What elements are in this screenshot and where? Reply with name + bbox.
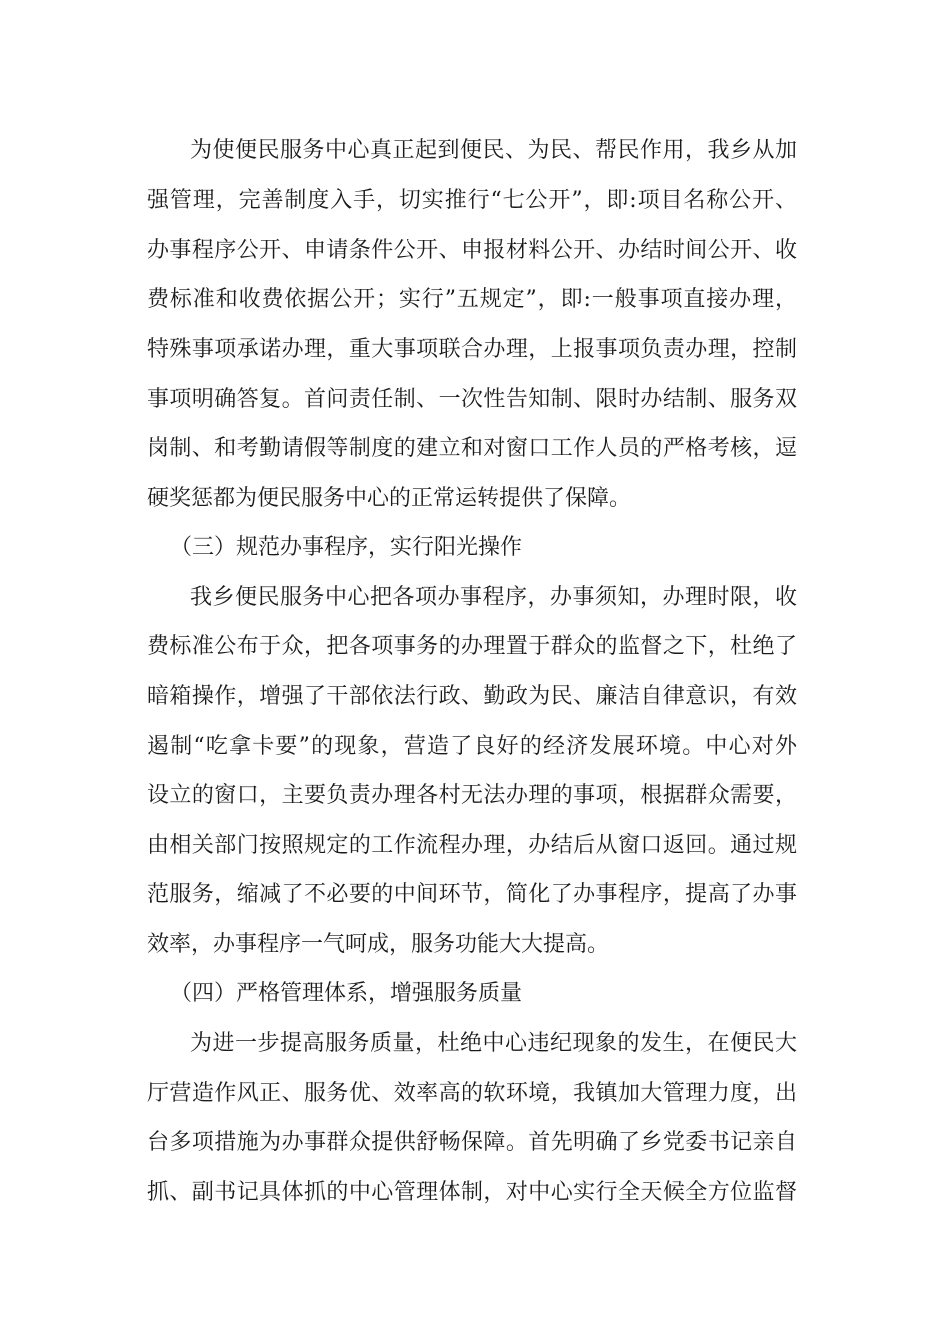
paragraph-line: 遏制“吃拿卡要”的现象，营造了良好的经济发展环境。中心对外 bbox=[147, 734, 797, 759]
paragraph-line: 抓、副书记具体抓的中心管理体制，对中心实行全天候全方位监督 bbox=[147, 1180, 797, 1205]
paragraph-line: 办事程序公开、申请条件公开、申报材料公开、办结时间公开、收 bbox=[147, 238, 797, 263]
paragraph-line: 我乡便民服务中心把各项办事程序，办事须知，办理时限，收 bbox=[190, 585, 797, 610]
paragraph-line: 效率，办事程序一气呵成，服务功能大大提高。 bbox=[147, 932, 610, 957]
paragraph-line: 费标准公布于众，把各项事务的办理置于群众的监督之下，杜绝了 bbox=[147, 634, 797, 659]
paragraph-line: 事项明确答复。首问责任制、一次性告知制、限时办结制、服务双 bbox=[147, 387, 797, 412]
paragraph-line: 特殊事项承诺办理，重大事项联合办理，上报事项负责办理，控制 bbox=[147, 337, 797, 362]
paragraph-line: 岗制、和考勤请假等制度的建立和对窗口工作人员的严格考核，逗 bbox=[147, 436, 797, 461]
paragraph-line: 为进一步提高服务质量，杜绝中心违纪现象的发生，在便民大 bbox=[190, 1031, 797, 1056]
paragraph-line: 由相关部门按照规定的工作流程办理，办结后从窗口返回。通过规 bbox=[147, 833, 797, 858]
paragraph-line: 费标准和收费依据公开；实行”五规定”，即:一般事项直接办理， bbox=[147, 287, 797, 312]
section-heading: （四）严格管理体系，增强服务质量 bbox=[170, 981, 523, 1006]
paragraph-line: 强管理，完善制度入手，切实推行“七公开”，即:项目名称公开、 bbox=[147, 188, 797, 213]
paragraph-line: 暗箱操作，增强了干部依法行政、勤政为民、廉洁自律意识，有效 bbox=[147, 684, 797, 709]
paragraph-line: 厅营造作风正、服务优、效率高的软环境，我镇加大管理力度，出 bbox=[147, 1081, 797, 1106]
paragraph-line: 硬奖惩都为便民服务中心的正常运转提供了保障。 bbox=[147, 486, 632, 511]
section-heading: （三）规范办事程序，实行阳光操作 bbox=[170, 535, 523, 560]
paragraph-line: 范服务，缩减了不必要的中间环节，简化了办事程序，提高了办事 bbox=[147, 882, 797, 907]
paragraph-line: 设立的窗口，主要负责办理各村无法办理的事项，根据群众需要， bbox=[147, 783, 797, 808]
paragraph-line: 台多项措施为办事群众提供舒畅保障。首先明确了乡党委书记亲自 bbox=[147, 1130, 797, 1155]
paragraph-line: 为使便民服务中心真正起到便民、为民、帮民作用，我乡从加 bbox=[190, 138, 797, 163]
